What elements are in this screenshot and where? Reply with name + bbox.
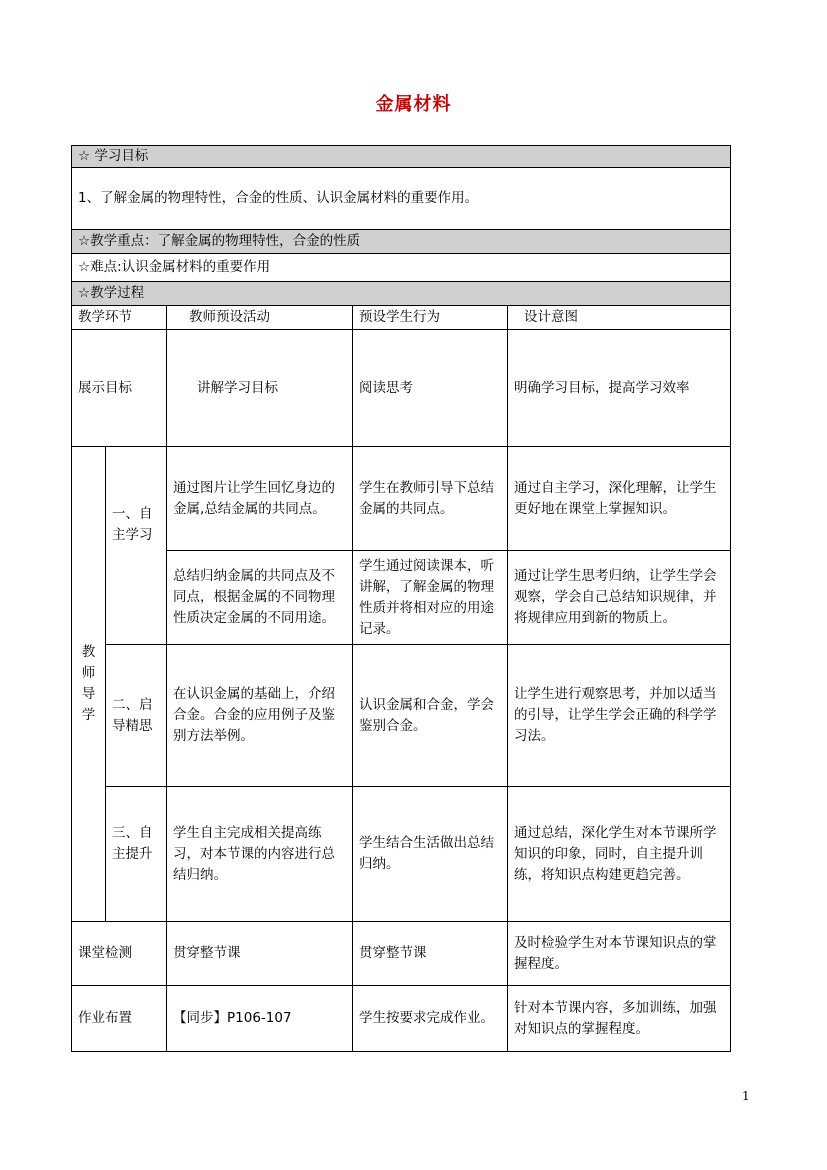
guide-label-text: 教师导学 [81, 644, 96, 723]
sub1-a-student: 学生在教师引导下总结金属的共同点。 [353, 447, 508, 551]
row-sub2 [72, 645, 731, 787]
sub1-a-intent: 通过自主学习，深化理解，让学生更好地在课堂上掌握知识。 [508, 447, 731, 551]
row-sub3 [72, 787, 731, 922]
row-sub1-a [72, 447, 731, 551]
sub3-label-cell [106, 787, 167, 922]
row-homework [72, 986, 731, 1052]
process-header: ☆教学过程 [72, 282, 731, 306]
guide-label [72, 447, 106, 922]
key-point-row [72, 230, 731, 254]
col-header-teacher: 教师预设活动 [167, 306, 353, 330]
sub3-student: 学生结合生活做出总结归纳。 [353, 787, 508, 922]
stage-homework: 作业布置 [72, 986, 167, 1052]
sub2-teacher: 在认识金属的基础上，介绍合金。合金的应用例子及鉴别方法举例。 [167, 645, 353, 787]
sub1-b-teacher: 总结归纳金属的共同点及不同点，根据金属的不同物理性质决定金属的不同用途。 [167, 551, 353, 645]
sub3-teacher: 学生自主完成相关提高练习，对本节课的内容进行总结归纳。 [167, 787, 353, 922]
sub1-b-intent: 通过让学生思考归纳，让学生学会观察，学会自己总结知识规律，并将规律应用到新的物质上。 [508, 551, 731, 645]
sub3-intent: 通过总结，深化学生对本节课所学知识的印象，同时，自主提升训练，将知识点构建更趋完善。 [508, 787, 731, 922]
sub2-intent: 让学生进行观察思考，并加以适当的引导，让学生学会正确的科学学习法。 [508, 645, 731, 787]
sub2-label: 二、启导精思 [106, 645, 167, 787]
sub3-label: 三、自主提升 [112, 825, 153, 862]
col-header-student: 预设学生行为 [353, 306, 508, 330]
teacher-homework: 【同步】P106-107 [167, 986, 353, 1052]
intent-display: 明确学习目标，提高学习效率 [508, 330, 731, 447]
sub2-student: 认识金属和合金，学会鉴别合金。 [353, 645, 508, 787]
sub1-b-student: 学生通过阅读课本，听讲解，了解金属的物理性质并将相对应的用途记录。 [353, 551, 508, 645]
difficulty-row [72, 254, 731, 282]
column-header-row [72, 306, 731, 330]
sub1-a-teacher: 通过图片让学生回忆身边的金属,总结金属的共同点。 [167, 447, 353, 551]
student-homework: 学生按要求完成作业。 [353, 986, 508, 1052]
goal-row [72, 168, 731, 230]
student-display: 阅读思考 [353, 330, 508, 447]
intent-homework: 针对本节课内容，多加训练，加强对知识点的掌握程度。 [508, 986, 731, 1052]
key-point-text: ☆教学重点：了解金属的物理特性，合金的性质 [72, 230, 731, 254]
document-title: 金属材料 [375, 94, 452, 115]
goals-header-row [72, 146, 731, 168]
row-display-goals [72, 330, 731, 447]
student-check: 贯穿整节课 [353, 922, 508, 986]
page-number: 1 [742, 1089, 750, 1103]
sub1-label: 一、自主学习 [112, 505, 153, 543]
goal-text: 1、了解金属的物理特性，合金的性质、认识金属材料的重要作用。 [72, 168, 731, 230]
col-header-stage: 教学环节 [72, 306, 167, 330]
stage-check: 课堂检测 [72, 922, 167, 986]
difficulty-text: ☆难点:认识金属材料的重要作用 [72, 254, 731, 282]
col-header-intent: 设计意图 [508, 306, 731, 330]
row-sub1-b [72, 551, 731, 645]
goals-header: ☆ 学习目标 [72, 146, 731, 168]
intent-check: 及时检验学生对本节课知识点的掌握程度。 [508, 922, 731, 986]
stage-display: 展示目标 [72, 330, 167, 447]
sub1-label-cell [106, 447, 167, 645]
teacher-display: 讲解学习目标 [167, 330, 353, 447]
process-header-row [72, 282, 731, 306]
teacher-check: 贯穿整节课 [167, 922, 353, 986]
row-class-check [72, 922, 731, 986]
lesson-plan-table [71, 145, 731, 1052]
